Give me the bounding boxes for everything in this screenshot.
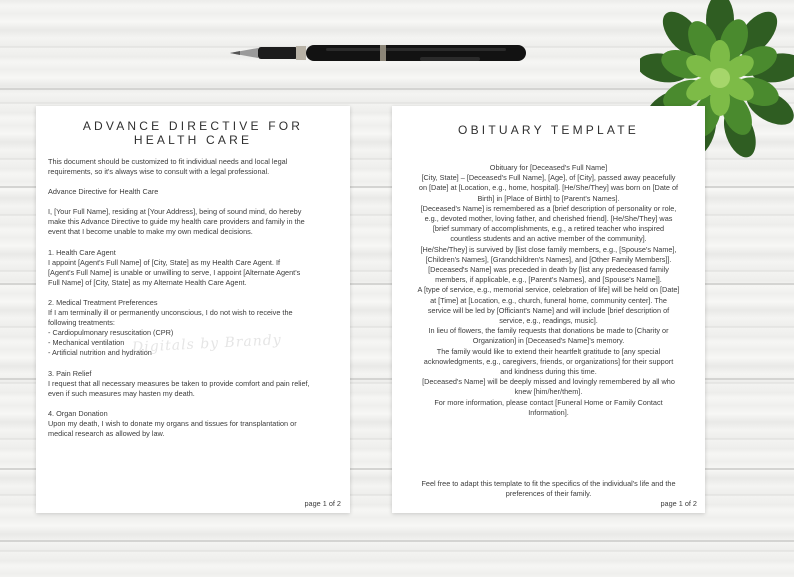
page-title: HEALTH CARE xyxy=(133,133,253,147)
section-heading: 4. Organ Donation xyxy=(48,408,108,418)
page-number: page 1 of 2 xyxy=(304,499,341,508)
section-text: Upon my death, I wish to donate my organs and tissues for transplantation or medical research as allowed by law. xyxy=(48,418,297,438)
list-item: - Artificial nutrition and hydration xyxy=(48,348,152,358)
list-item: - Cardiopulmonary resuscitation (CPR) xyxy=(48,328,174,338)
page-number: page 1 of 2 xyxy=(660,499,697,508)
section-heading: 2. Medical Treatment Preferences xyxy=(48,297,158,307)
advance-directive-page xyxy=(36,106,350,513)
section-heading: 1. Health Care Agent xyxy=(48,247,116,257)
paragraph: [He/She/They] is survived by [list close family members, e.g., [Spouse's Name], [Children's Names], [Grandchildren's Names], and [Other Family Members]]. [Deceased's Name] was preceded in death by [list any predeceased family members, if applicable, e.g., [Parent's Names], and [Spouse's Name]]. xyxy=(420,244,677,285)
footer-note: Feel free to adapt this template to fit the specifics of the individual's life and the preferences of their family. xyxy=(421,479,676,499)
section-text: I request that all necessary measures be taken to provide comfort and pain relief, even if such measures may hasten my death. xyxy=(48,378,310,398)
page-title: OBITUARY TEMPLATE xyxy=(458,123,639,137)
wood-plank-gap xyxy=(0,540,794,542)
section-text: If I am terminally ill or permanently unconscious, I do not wish to receive the following treatments: xyxy=(48,308,293,328)
obituary-template-page xyxy=(392,106,705,513)
list-item: - Mechanical ventilation xyxy=(48,338,125,348)
document-body xyxy=(402,163,695,418)
document-subtitle: Advance Directive for Health Care xyxy=(48,187,159,197)
page-title: ADVANCE DIRECTIVE FOR xyxy=(82,119,304,133)
paragraph: [Deceased's Name] will be deeply missed and lovingly remembered by all who knew [him/her/them]. xyxy=(422,377,675,397)
paragraph: A [type of service, e.g., memorial service, celebration of life] will be held on [Date] at [Time] at [Location, e.g., church, funeral home, community center]. The service will be led by [Officiant's Name] and will include [brief description of service, e.g., readings, music]. xyxy=(417,285,680,326)
section-text: I appoint [Agent's Full Name] of [City, State] as my Health Care Agent. If [Agent's Full Name] is unable or unwilling to serve, I appoint [Alternate Agent's Full Name] of [City, State] as my Alternate Health Care Agent. xyxy=(48,257,301,287)
pen-icon xyxy=(230,39,530,67)
declaration-text: I, [Your Full Name], residing at [Your Address], being of sound mind, do hereby make this Advance Directive to guide my health care providers and family in the event that I become unable to make my own medical decisions. xyxy=(48,207,305,237)
section-heading: 3. Pain Relief xyxy=(48,368,92,378)
paragraph: In lieu of flowers, the family requests that donations be made to [Charity or Organization] in [Deceased's Name]'s memory. xyxy=(428,326,669,346)
intro-text: This document should be customized to fit individual needs and local legal requirements, so it's always wise to consult with a legal professional. xyxy=(48,157,288,177)
paragraph: For more information, please contact [Funeral Home or Family Contact Information]. xyxy=(434,397,663,417)
paragraph: Obituary for [Deceased's Full Name] xyxy=(489,163,608,172)
document-body xyxy=(48,157,342,439)
paragraph: [City, State] – [Deceased's Full Name], [Age], of [City], passed away peacefully on [Date] at [Location, e.g., home, hospital]. [He/She/They] was born on [Date of Birth] in [Place of Birth] to [Parent's Names]. xyxy=(418,173,679,203)
watermark: Digitals by Brandy xyxy=(131,332,283,356)
paragraph: The family would like to extend their heartfelt gratitude to [any special acknowledgments, e.g., caregivers, friends, or organizations] for their support and kindness during this time. xyxy=(423,346,674,377)
paragraph: [Deceased's Name] is remembered as a [brief description of personality or role, e.g., devoted mother, loving father, and cherished friend]. [He/She/They] was [brief summary of accomplishments, e.g., a retired teacher who inspired countless students and an active member of the community]. xyxy=(420,203,677,244)
